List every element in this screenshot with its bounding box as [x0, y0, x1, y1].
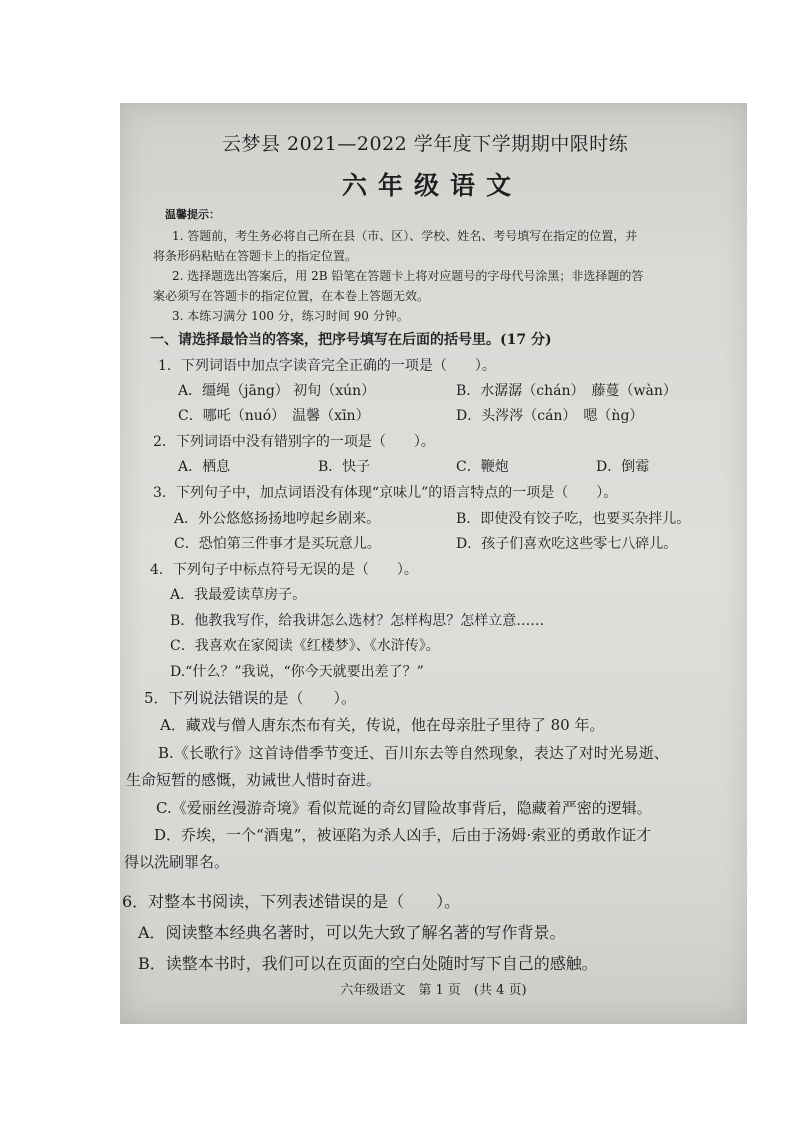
exam-sheet — [120, 103, 747, 1024]
question-3-option-a: A．外公悠悠扬扬地哼起乡剧来。 — [174, 511, 381, 527]
question-6-option-b: B．读整本书时，我们可以在页面的空白处随时写下自己的感触。 — [138, 954, 598, 973]
question-5-option-b-cont: 生命短暂的感慨，劝诫世人惜时奋进。 — [126, 771, 382, 789]
exam-title: 云梦县 2021—2022 学年度下学期期中限时练 — [222, 133, 629, 155]
question-5-option-d-cont: 得以洗刷罪名。 — [124, 853, 230, 871]
question-4-option-a: A．我最爱读草房子。 — [170, 587, 307, 603]
question-5-option-c: C.《爱丽丝漫游奇境》看似荒诞的奇幻冒险故事背后，隐藏着严密的逻辑。 — [156, 799, 652, 817]
question-3-option-b: B．即使没有饺子吃，也要买杂拌儿。 — [456, 511, 691, 527]
question-1-option-d: D．头涔涔（cán） 嗯（ǹg） — [456, 408, 644, 424]
question-3-option-d: D．孩子们喜欢吃这些零七八碎儿。 — [456, 536, 678, 552]
question-5-stem: 5．下列说法错误的是（ ）。 — [144, 689, 357, 707]
notice-line: 将条形码粘贴在答题卡上的指定位置。 — [153, 249, 358, 263]
notice-heading: 温馨提示： — [165, 208, 220, 221]
question-4-option-d: D.“什么？”我说，“你今天就要出差了？” — [170, 664, 424, 680]
question-1-stem: 1．下列词语中加点字读音完全正确的一项是（ ）。 — [158, 358, 496, 374]
question-5-option-d: D．乔埃，一个“酒鬼”，被诬陷为杀人凶手，后由于汤姆·索亚的勇敢作证才 — [154, 826, 652, 844]
question-2-option-b: B．快子 — [318, 459, 371, 475]
question-4-option-b: B．他教我写作，给我讲怎么选材？怎样构思？怎样立意…… — [170, 613, 545, 629]
notice-line: 2. 选择题选出答案后，用 2B 铅笔在答题卡上将对应题号的字母代号涂黑；非选择题的答 — [172, 269, 644, 283]
question-4-option-c: C．我喜欢在家阅读《红楼梦》、《水浒传》。 — [170, 638, 440, 654]
notice-line: 1. 答题前，考生务必将自己所在县（市、区）、学校、姓名、考号填写在指定的位置，并 — [172, 229, 638, 243]
question-1-option-b: B．水潺潺（chán） 藤蔓（wàn） — [456, 383, 677, 399]
notice-line: 案必须写在答题卡的指定位置，在本卷上答题无效。 — [153, 289, 430, 303]
question-3-stem: 3．下列句子中，加点词语没有体现“京味儿”的语言特点的一项是（ ）。 — [153, 485, 618, 501]
question-2-option-d: D．倒霉 — [596, 459, 650, 475]
question-6-stem: 6．对整本书阅读，下列表述错误的是（ ）。 — [122, 892, 461, 911]
question-2-option-a: A．栖息 — [178, 459, 231, 475]
page-footer: 六年级语文 第 1 页 (共 4 页) — [340, 983, 527, 998]
question-2-option-c: C．鞭炮 — [456, 459, 509, 475]
notice-line: 3. 本练习满分 100 分，练习时间 90 分钟。 — [172, 309, 409, 323]
question-2-stem: 2．下列词语中没有错别字的一项是（ ）。 — [153, 434, 435, 450]
question-5-option-b: B.《长歌行》这首诗借季节变迁、百川东去等自然现象，表达了对时光易逝、 — [158, 744, 669, 762]
question-4-stem: 4．下列句子中标点符号无误的是（ ）。 — [150, 562, 418, 578]
exam-subtitle: 六年级语文 — [342, 171, 523, 200]
question-1-option-c: C．哪吒（nuó） 温馨（xīn） — [178, 408, 370, 424]
question-6-option-a: A．阅读整本经典名著时，可以先大致了解名著的写作背景。 — [138, 923, 566, 942]
question-3-option-c: C．恐怕第三件事才是买玩意儿。 — [174, 536, 381, 552]
question-1-option-a: A．缰绳（jāng） 初旬（xún） — [178, 383, 376, 399]
question-5-option-a: A．藏戏与僧人唐东杰布有关，传说，他在母亲肚子里待了 80 年。 — [160, 716, 605, 734]
section-heading: 一、请选择最恰当的答案，把序号填写在后面的括号里。(17 分) — [150, 332, 552, 348]
